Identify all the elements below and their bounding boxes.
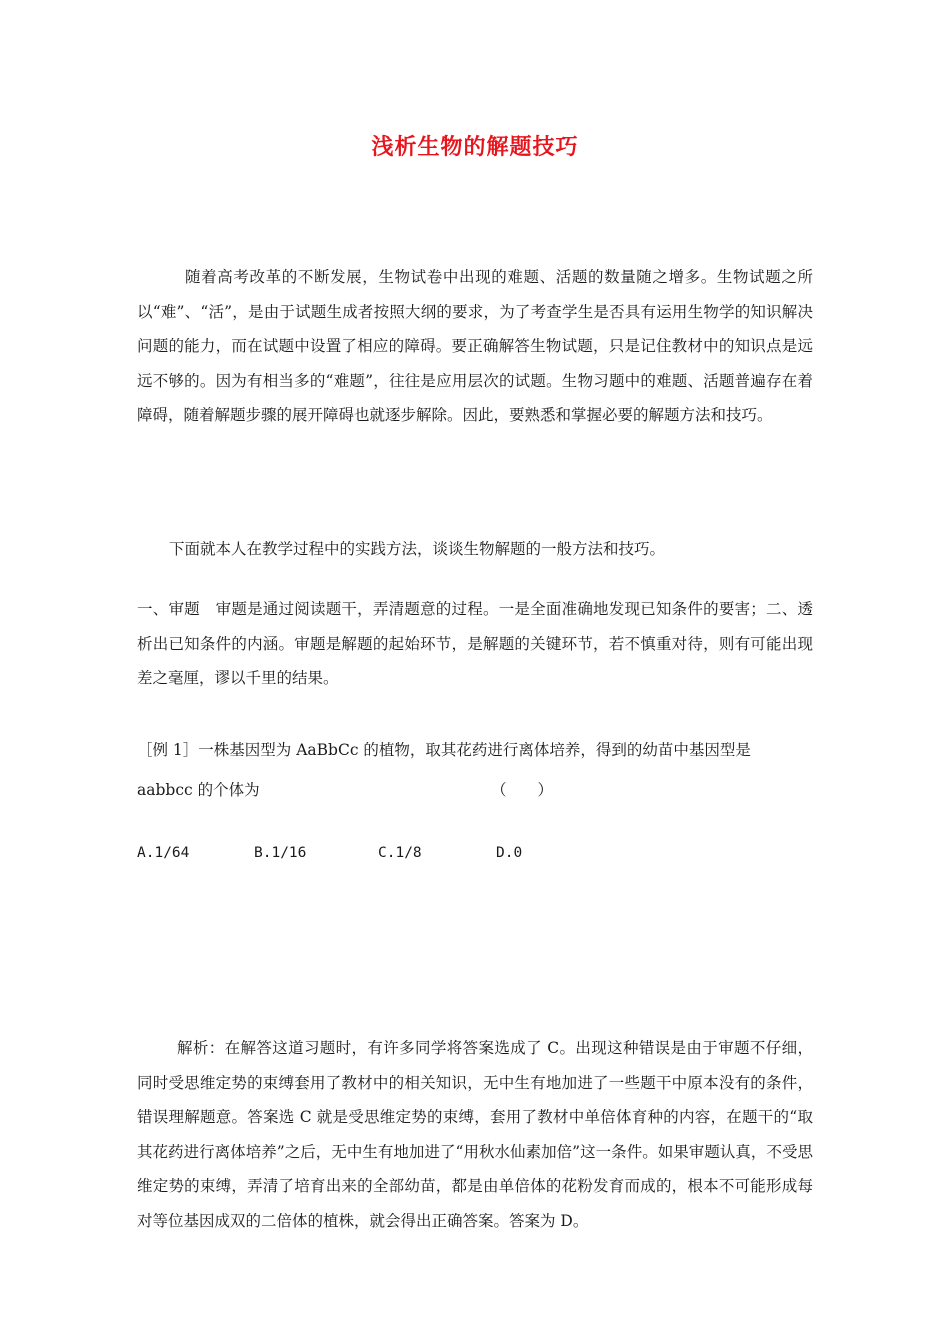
answer-blank: （ ） [491,781,554,799]
document-title: 浅析生物的解题技巧 [371,135,579,160]
example-1-stem-line1: ［例 1］一株基因型为 AaBbCc 的植物，取其花药进行离体培养，得到的幼苗中基因型是 [137,741,751,759]
example-1-stem-line2: aabbcc 的个体为 [137,781,260,799]
option-b: B.1/16 [254,845,307,861]
section-1-paragraph: 一、审题 审题是通过阅读题干，弄清题意的过程。一是全面准确地发现已知条件的要害；二、透析出已知条件的内涵。审题是解题的起始环节，是解题的关键环节，若不慎重对待，则有可能出现差之毫厘，谬以千里的结果。 [137,600,813,687]
method-intro-paragraph: 下面就本人在教学过程中的实践方法，谈谈生物解题的一般方法和技巧。 [169,540,666,558]
option-a: A.1/64 [137,845,190,861]
option-d: D.0 [496,845,523,861]
analysis-paragraph: 解析：在解答这道习题时，有许多同学将答案选成了 C。出现这种错误是由于审题不仔细，同时受思维定势的束缚套用了教材中的相关知识，无中生有地加进了一些题干中原本没有的条件，错误理解题意。答案选 C 就是受思维定势的束缚，套用了教材中单倍体育种的内容，在题干的“取其花药进行离体培养”之后，无中生有地加进了“用秋水仙素加倍”这一条件。如果审题认真，不受思维定势的束缚，弄清了培育出来的全部幼苗，都是由单倍体的花粉发育而成的，根本不可能形成每对等位基因成双的二倍体的植株，就会得出正确答案。答案为 D。 [137,1039,813,1230]
option-c: C.1/8 [378,845,422,861]
intro-paragraph: 随着高考改革的不断发展，生物试卷中出现的难题、活题的数量随之增多。生物试题之所以“难”、“活”，是由于试题生成者按照大纲的要求，为了考查学生是否具有运用生物学的知识解决问题的能力，而在试题中设置了相应的障碍。要正确解答生物试题，只是记住教材中的知识点是远远不够的。因为有相当多的“难题”，往往是应用层次的试题。生物习题中的难题、活题普遍存在着障碍，随着解题步骤的展开障碍也就逐步解除。因此，要熟悉和掌握必要的解题方法和技巧。 [137,268,813,424]
